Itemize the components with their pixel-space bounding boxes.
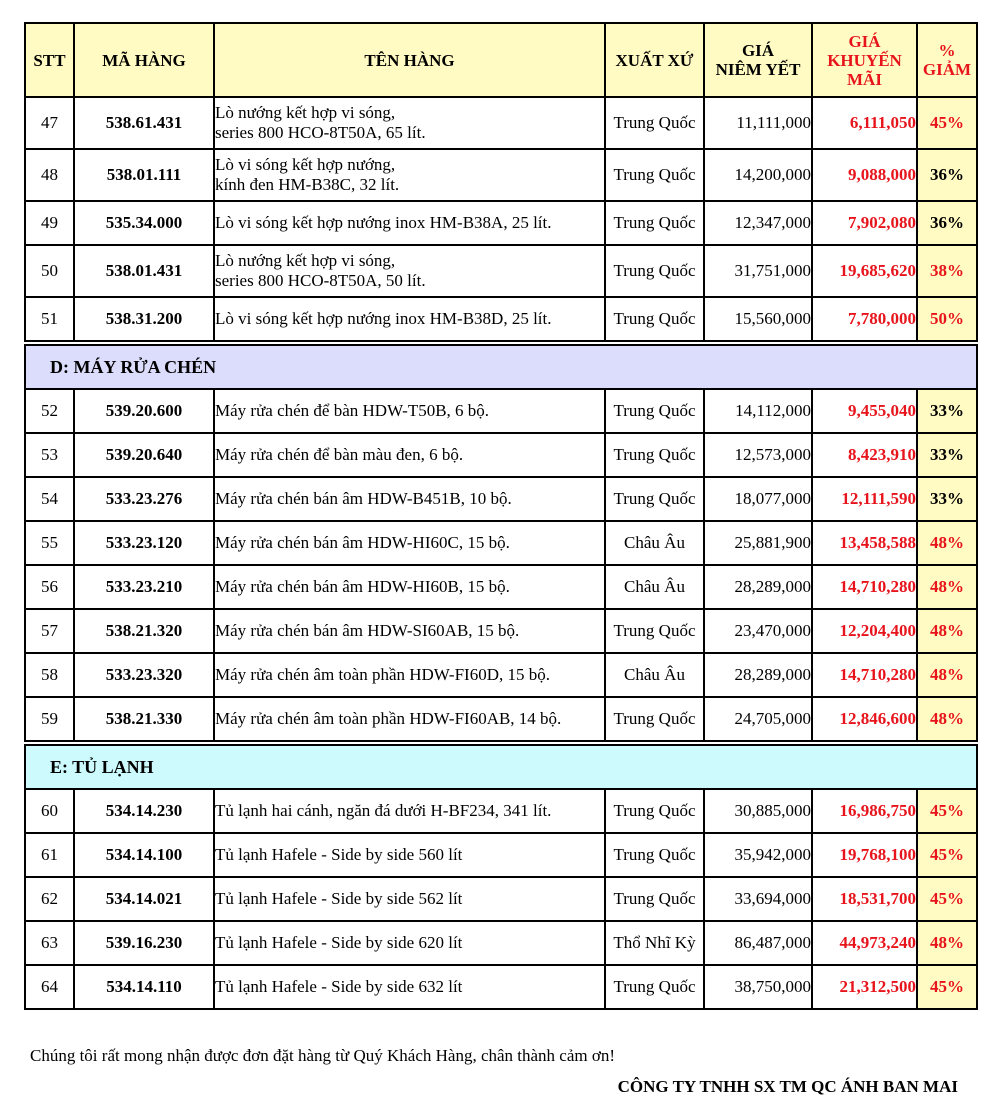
row-discount: 48% [917,565,977,609]
price-table [24,22,978,1010]
row-list-price: 15,560,000 [704,297,812,341]
row-sale-price: 9,455,040 [812,389,917,433]
row-name [214,97,605,149]
row-stt: 54 [25,477,74,521]
table-row [25,433,977,477]
row-code: 539.20.600 [74,389,214,433]
row-origin: Thổ Nhĩ Kỳ [605,921,704,965]
row-code: 535.34.000 [74,201,214,245]
row-stt: 48 [25,149,74,201]
row-sale-price: 14,710,280 [812,565,917,609]
row-code: 539.20.640 [74,433,214,477]
row-name-line: Lò vi sóng kết hợp nướng, [215,155,396,174]
row-list-price: 18,077,000 [704,477,812,521]
row-code: 538.21.320 [74,609,214,653]
row-name [214,789,605,833]
row-code: 538.21.330 [74,697,214,741]
row-code: 538.31.200 [74,297,214,341]
section-title: D: MÁY RỬA CHÉN [25,345,977,389]
table-row [25,201,977,245]
row-name [214,521,605,565]
table-row [25,149,977,201]
row-discount: 36% [917,149,977,201]
table-body [25,97,977,1009]
company-name: CÔNG TY TNHH SX TM QC ÁNH BAN MAI [617,1077,958,1096]
row-name [214,433,605,477]
row-discount: 45% [917,877,977,921]
row-code: 534.14.021 [74,877,214,921]
row-sale-price: 12,846,600 [812,697,917,741]
row-discount: 38% [917,245,977,297]
table-row [25,297,977,341]
table-row [25,389,977,433]
row-stt: 64 [25,965,74,1009]
row-name [214,149,605,201]
table-row [25,697,977,741]
row-list-price: 11,111,000 [704,97,812,149]
row-code: 534.14.100 [74,833,214,877]
row-sale-price: 19,685,620 [812,245,917,297]
table-row [25,521,977,565]
header-name: TÊN HÀNG [214,23,605,97]
row-stt: 58 [25,653,74,697]
row-stt: 55 [25,521,74,565]
row-discount: 33% [917,389,977,433]
row-origin: Trung Quốc [605,149,704,201]
thank-you-note: Chúng tôi rất mong nhận được đơn đặt hàng từ Quý Khách Hàng, chân thành cảm ơn! [30,1046,616,1065]
table-row [25,965,977,1009]
row-name [214,833,605,877]
row-sale-price: 18,531,700 [812,877,917,921]
row-sale-price: 12,111,590 [812,477,917,521]
row-stt: 59 [25,697,74,741]
row-sale-price: 12,204,400 [812,609,917,653]
row-origin: Trung Quốc [605,789,704,833]
row-discount: 45% [917,965,977,1009]
row-list-price: 28,289,000 [704,565,812,609]
row-stt: 56 [25,565,74,609]
row-list-price: 31,751,000 [704,245,812,297]
header-stt: STT [25,23,74,97]
row-name-line: series 800 HCO-8T50A, 65 lít. [215,123,426,142]
row-stt: 61 [25,833,74,877]
row-name [214,245,605,297]
table-row [25,833,977,877]
row-sale-price: 21,312,500 [812,965,917,1009]
row-discount: 33% [917,477,977,521]
header-list-price: GIÁ NIÊM YẾT [704,23,812,97]
row-sale-price: 7,780,000 [812,297,917,341]
row-discount: 33% [917,433,977,477]
row-name [214,965,605,1009]
row-list-price: 86,487,000 [704,921,812,965]
table-row [25,789,977,833]
row-list-price: 30,885,000 [704,789,812,833]
row-origin: Trung Quốc [605,245,704,297]
row-name [214,297,605,341]
row-discount: 45% [917,833,977,877]
row-name-line: Tủ lạnh Hafele - Side by side 620 lít [215,933,463,952]
section-header-row [25,345,977,389]
row-name [214,201,605,245]
row-code: 533.23.320 [74,653,214,697]
row-code: 538.61.431 [74,97,214,149]
table-row [25,653,977,697]
row-list-price: 28,289,000 [704,653,812,697]
row-list-price: 12,573,000 [704,433,812,477]
row-sale-price: 44,973,240 [812,921,917,965]
row-stt: 60 [25,789,74,833]
row-origin: Trung Quốc [605,297,704,341]
row-origin: Trung Quốc [605,201,704,245]
row-name [214,565,605,609]
row-name [214,697,605,741]
row-discount: 48% [917,609,977,653]
row-list-price: 33,694,000 [704,877,812,921]
table-row [25,245,977,297]
row-list-price: 25,881,900 [704,521,812,565]
row-stt: 52 [25,389,74,433]
row-stt: 49 [25,201,74,245]
row-stt: 53 [25,433,74,477]
row-origin: Trung Quốc [605,965,704,1009]
row-name-line: Máy rửa chén bán âm HDW-B451B, 10 bộ. [215,489,512,508]
table-header-row [25,23,977,97]
row-name [214,877,605,921]
row-code: 534.14.230 [74,789,214,833]
row-discount: 48% [917,697,977,741]
row-name-line: Tủ lạnh Hafele - Side by side 562 lít [215,889,463,908]
row-code: 534.14.110 [74,965,214,1009]
row-sale-price: 7,902,080 [812,201,917,245]
row-name-line: Máy rửa chén để bàn màu đen, 6 bộ. [215,445,464,464]
row-code: 533.23.120 [74,521,214,565]
row-list-price: 38,750,000 [704,965,812,1009]
header-sale-price: GIÁ KHUYẾN MÃI [812,23,917,97]
row-name-line: series 800 HCO-8T50A, 50 lít. [215,271,426,290]
row-name-line: Lò vi sóng kết hợp nướng inox HM-B38A, 25 lít. [215,213,552,232]
row-name-line: Tủ lạnh Hafele - Side by side 632 lít [215,977,463,996]
row-origin: Trung Quốc [605,389,704,433]
row-origin: Trung Quốc [605,833,704,877]
row-origin: Trung Quốc [605,697,704,741]
row-name-line: Máy rửa chén bán âm HDW-SI60AB, 15 bộ. [215,621,520,640]
row-origin: Trung Quốc [605,433,704,477]
row-name-line: Tủ lạnh Hafele - Side by side 560 lít [215,845,463,864]
header-code: MÃ HÀNG [74,23,214,97]
row-origin: Trung Quốc [605,477,704,521]
row-origin: Trung Quốc [605,609,704,653]
section-title: E: TỦ LẠNH [25,745,977,789]
row-name-line: Lò nướng kết hợp vi sóng, [215,103,396,122]
row-name-line: Tủ lạnh hai cánh, ngăn đá dưới H-BF234, 341 lít. [215,801,552,820]
row-name [214,921,605,965]
row-list-price: 24,705,000 [704,697,812,741]
row-name-line: kính đen HM-B38C, 32 lít. [215,175,400,194]
row-list-price: 23,470,000 [704,609,812,653]
header-origin: XUẤT XỨ [605,23,704,97]
row-name [214,609,605,653]
row-code: 533.23.210 [74,565,214,609]
row-name-line: Lò vi sóng kết hợp nướng inox HM-B38D, 25 lít. [215,309,552,328]
table-row [25,565,977,609]
row-discount: 50% [917,297,977,341]
row-discount: 45% [917,97,977,149]
section-header-row [25,745,977,789]
row-sale-price: 6,111,050 [812,97,917,149]
row-name-line: Máy rửa chén bán âm HDW-HI60B, 15 bộ. [215,577,510,596]
row-sale-price: 14,710,280 [812,653,917,697]
row-stt: 57 [25,609,74,653]
row-sale-price: 9,088,000 [812,149,917,201]
row-sale-price: 13,458,588 [812,521,917,565]
row-name [214,653,605,697]
row-origin: Châu Âu [605,521,704,565]
row-name-line: Máy rửa chén âm toàn phần HDW-FI60D, 15 bộ. [215,665,550,684]
row-name-line: Lò nướng kết hợp vi sóng, [215,251,396,270]
row-list-price: 35,942,000 [704,833,812,877]
row-stt: 47 [25,97,74,149]
row-code: 538.01.431 [74,245,214,297]
row-discount: 45% [917,789,977,833]
row-origin: Châu Âu [605,653,704,697]
table-row [25,609,977,653]
table-row [25,97,977,149]
row-name-line: Máy rửa chén bán âm HDW-HI60C, 15 bộ. [215,533,510,552]
row-sale-price: 19,768,100 [812,833,917,877]
row-discount: 48% [917,653,977,697]
table-row [25,921,977,965]
row-code: 538.01.111 [74,149,214,201]
row-sale-price: 16,986,750 [812,789,917,833]
row-origin: Trung Quốc [605,877,704,921]
table-row [25,477,977,521]
row-origin: Châu Âu [605,565,704,609]
row-name [214,389,605,433]
row-code: 533.23.276 [74,477,214,521]
row-name-line: Máy rửa chén để bàn HDW-T50B, 6 bộ. [215,401,490,420]
row-sale-price: 8,423,910 [812,433,917,477]
row-code: 539.16.230 [74,921,214,965]
row-stt: 63 [25,921,74,965]
row-stt: 51 [25,297,74,341]
row-stt: 50 [25,245,74,297]
row-stt: 62 [25,877,74,921]
table-row [25,877,977,921]
row-name-line: Máy rửa chén âm toàn phần HDW-FI60AB, 14 bộ. [215,709,562,728]
row-origin: Trung Quốc [605,97,704,149]
header-discount: % GIẢM [917,23,977,97]
row-discount: 48% [917,921,977,965]
row-discount: 36% [917,201,977,245]
row-list-price: 14,200,000 [704,149,812,201]
row-name [214,477,605,521]
row-list-price: 12,347,000 [704,201,812,245]
row-list-price: 14,112,000 [704,389,812,433]
row-discount: 48% [917,521,977,565]
